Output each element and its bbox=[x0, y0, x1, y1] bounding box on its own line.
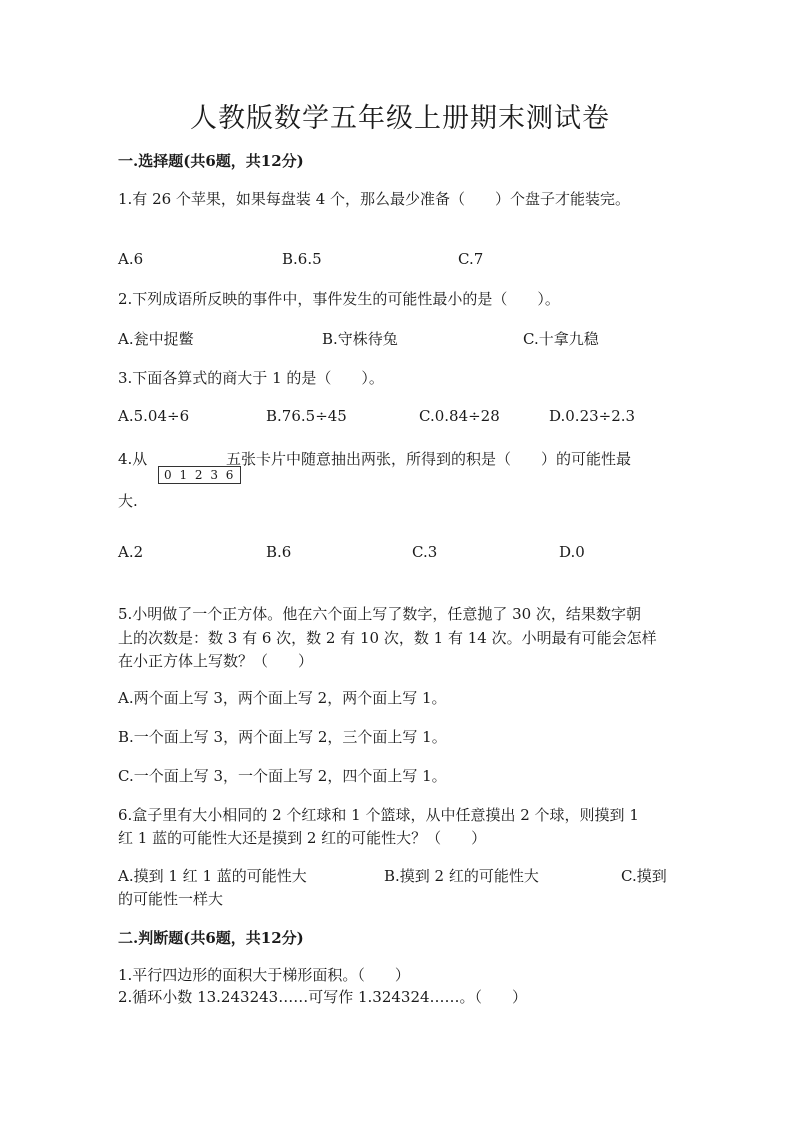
question-6-line2: 红 1 蓝的可能性大还是摸到 2 红的可能性大？（ ） bbox=[118, 829, 487, 847]
q3-option-d: D.0.23÷2.3 bbox=[549, 407, 636, 425]
question-4-text: 五张卡片中随意抽出两张，所得到的积是（ ）的可能性最 bbox=[226, 450, 632, 468]
question-5-line3: 在小正方体上写数？（ ） bbox=[118, 652, 314, 670]
number-cards-box: 0 1 2 3 6 bbox=[158, 466, 241, 484]
q6-option-c: C.摸到 bbox=[621, 867, 667, 885]
question-4-prefix: 4.从 bbox=[118, 450, 148, 468]
question-2: 2.下列成语所反映的事件中，事件发生的可能性最小的是（ ）。 bbox=[118, 290, 560, 308]
question-3: 3.下面各算式的商大于 1 的是（ ）。 bbox=[118, 369, 384, 387]
question-5-line1: 5.小明做了一个正方体。他在六个面上写了数字，任意抛了 30 次，结果数字朝 bbox=[118, 605, 641, 623]
section-heading-choice: 一.选择题(共6题，共12分) bbox=[118, 152, 304, 170]
q1-option-c: C.7 bbox=[458, 250, 484, 268]
q4-option-a: A.2 bbox=[118, 543, 144, 561]
q2-option-a: A.瓮中捉鳖 bbox=[118, 330, 194, 348]
q5-option-c: C.一个面上写 3，一个面上写 2，四个面上写 1。 bbox=[118, 767, 447, 785]
question-1: 1.有 26 个苹果，如果每盘装 4 个，那么最少准备（ ）个盘子才能装完。 bbox=[118, 190, 631, 208]
q3-option-b: B.76.5÷45 bbox=[266, 407, 347, 425]
q6-option-b: B.摸到 2 红的可能性大 bbox=[384, 867, 539, 885]
section-heading-judgement: 二.判断题(共6题，共12分) bbox=[118, 929, 304, 947]
q3-option-c: C.0.84÷28 bbox=[419, 407, 500, 425]
question-5-line2: 上的次数是：数 3 有 6 次，数 2 有 10 次，数 1 有 14 次。小明最有可能会怎样 bbox=[118, 629, 657, 647]
q4-option-b: B.6 bbox=[266, 543, 292, 561]
q4-option-d: D.0 bbox=[559, 543, 585, 561]
q2-option-c: C.十拿九稳 bbox=[523, 330, 599, 348]
q3-option-a: A.5.04÷6 bbox=[118, 407, 190, 425]
judgement-1: 1.平行四边形的面积大于梯形面积。（ ） bbox=[118, 966, 410, 984]
q1-option-b: B.6.5 bbox=[282, 250, 322, 268]
question-4-line2: 大. bbox=[118, 492, 138, 510]
q1-option-a: A.6 bbox=[118, 250, 144, 268]
q4-option-c: C.3 bbox=[412, 543, 438, 561]
question-6-line1: 6.盒子里有大小相同的 2 个红球和 1 个篮球，从中任意摸出 2 个球，则摸到 1 bbox=[118, 806, 639, 824]
q6-option-c-line2: 的可能性一样大 bbox=[118, 890, 224, 908]
judgement-2: 2.循环小数 13.243243……可写作 1.324324……。（ ） bbox=[118, 988, 528, 1006]
q6-option-a: A.摸到 1 红 1 蓝的可能性大 bbox=[118, 867, 307, 885]
q2-option-b: B.守株待兔 bbox=[322, 330, 398, 348]
page-title: 人教版数学五年级上册期末测试卷 bbox=[190, 103, 610, 134]
q5-option-b: B.一个面上写 3，两个面上写 2，三个面上写 1。 bbox=[118, 728, 447, 746]
q5-option-a: A.两个面上写 3，两个面上写 2，两个面上写 1。 bbox=[118, 689, 447, 707]
